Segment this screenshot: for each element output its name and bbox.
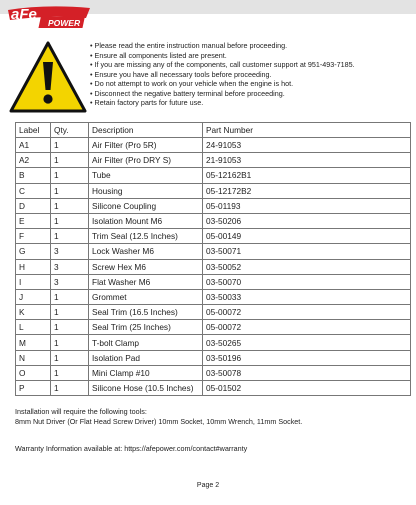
- cell-part-number: 05-12172B2: [203, 183, 411, 198]
- cell-qty: 3: [51, 259, 89, 274]
- cell-description: Lock Washer M6: [89, 244, 203, 259]
- cell-part-number: 03-50033: [203, 289, 411, 304]
- cell-description: Silicone Coupling: [89, 198, 203, 213]
- cell-description: Isolation Pad: [89, 350, 203, 365]
- table-row: [16, 365, 411, 380]
- cell-description: Isolation Mount M6: [89, 213, 203, 228]
- cell-part-number: 05-00149: [203, 229, 411, 244]
- cell-qty: 1: [51, 365, 89, 380]
- logo-text: aFe: [11, 6, 37, 23]
- cell-qty: 1: [51, 138, 89, 153]
- cell-label: G: [16, 244, 51, 259]
- note-item: • Ensure you have all necessary tools before proceeding.: [90, 70, 355, 80]
- note-item: • Retain factory parts for future use.: [90, 98, 355, 108]
- cell-qty: 1: [51, 335, 89, 350]
- note-item: • Disconnect the negative battery terminal before proceeding.: [90, 89, 355, 99]
- cell-label: K: [16, 305, 51, 320]
- table-row: [16, 153, 411, 168]
- cell-part-number: 05-12162B1: [203, 168, 411, 183]
- cell-qty: 1: [51, 153, 89, 168]
- afe-power-logo: [6, 2, 92, 36]
- page-number: Page 2: [196, 482, 220, 489]
- cell-label: B: [16, 168, 51, 183]
- cell-part-number: 05-00072: [203, 320, 411, 335]
- cell-description: Silicone Hose (10.5 Inches): [89, 381, 203, 396]
- cell-qty: 1: [51, 350, 89, 365]
- cell-description: T-bolt Clamp: [89, 335, 203, 350]
- cell-label: F: [16, 229, 51, 244]
- cell-part-number: 21-91053: [203, 153, 411, 168]
- cell-part-number: 03-50071: [203, 244, 411, 259]
- cell-label: E: [16, 213, 51, 228]
- cell-description: Trim Seal (12.5 Inches): [89, 229, 203, 244]
- cell-part-number: 05-00072: [203, 305, 411, 320]
- table-row: [16, 274, 411, 289]
- cell-label: L: [16, 320, 51, 335]
- safety-notes-list: [90, 41, 355, 108]
- table-row: [16, 305, 411, 320]
- note-item: • Please read the entire instruction manual before proceeding.: [90, 41, 355, 51]
- cell-qty: 3: [51, 244, 89, 259]
- cell-description: Grommet: [89, 289, 203, 304]
- table-header-row: [16, 123, 411, 138]
- cell-description: Seal Trim (16.5 Inches): [89, 305, 203, 320]
- cell-qty: 1: [51, 381, 89, 396]
- header-part-number: Part Number: [203, 123, 411, 138]
- cell-description: Mini Clamp #10: [89, 365, 203, 380]
- cell-part-number: 03-50196: [203, 350, 411, 365]
- cell-description: Seal Trim (25 Inches): [89, 320, 203, 335]
- cell-qty: 1: [51, 198, 89, 213]
- cell-description: Tube: [89, 168, 203, 183]
- cell-label: A1: [16, 138, 51, 153]
- cell-description: Housing: [89, 183, 203, 198]
- cell-description: Flat Washer M6: [89, 274, 203, 289]
- table-row: [16, 138, 411, 153]
- cell-qty: 3: [51, 274, 89, 289]
- table-row: [16, 320, 411, 335]
- cell-qty: 1: [51, 229, 89, 244]
- table-row: [16, 335, 411, 350]
- cell-label: I: [16, 274, 51, 289]
- table-row: [16, 168, 411, 183]
- table-row: [16, 289, 411, 304]
- header-label: Label: [16, 123, 51, 138]
- table-row: [16, 350, 411, 365]
- cell-part-number: 03-50070: [203, 274, 411, 289]
- table-row: [16, 198, 411, 213]
- table-row: [16, 381, 411, 396]
- cell-label: M: [16, 335, 51, 350]
- cell-part-number: 05-01193: [203, 198, 411, 213]
- cell-qty: 1: [51, 289, 89, 304]
- cell-description: Screw Hex M6: [89, 259, 203, 274]
- note-item: • Do not attempt to work on your vehicle when the engine is hot.: [90, 79, 355, 89]
- table-row: [16, 259, 411, 274]
- cell-qty: 1: [51, 305, 89, 320]
- cell-label: D: [16, 198, 51, 213]
- note-item: • If you are missing any of the components, call customer support at 951-493-7185.: [90, 60, 355, 70]
- cell-label: J: [16, 289, 51, 304]
- cell-part-number: 03-50078: [203, 365, 411, 380]
- table-row: [16, 244, 411, 259]
- cell-qty: 1: [51, 213, 89, 228]
- tools-list: 8mm Nut Driver (Or Flat Head Screw Driver) 10mm Socket, 10mm Wrench, 11mm Socket.: [15, 417, 303, 426]
- note-item: • Ensure all components listed are present.: [90, 51, 355, 61]
- cell-part-number: 03-50265: [203, 335, 411, 350]
- header-qty: Qty.: [51, 123, 89, 138]
- table-row: [16, 183, 411, 198]
- cell-part-number: 05-01502: [203, 381, 411, 396]
- cell-description: Air Filter (Pro 5R): [89, 138, 203, 153]
- cell-description: Air Filter (Pro DRY S): [89, 153, 203, 168]
- table-row: [16, 229, 411, 244]
- header-description: Description: [89, 123, 203, 138]
- cell-part-number: 03-50206: [203, 213, 411, 228]
- logo-subtext: POWER: [48, 18, 81, 28]
- cell-part-number: 24-91053: [203, 138, 411, 153]
- table-row: [16, 213, 411, 228]
- warning-triangle-icon: [8, 40, 88, 114]
- cell-label: H: [16, 259, 51, 274]
- cell-label: N: [16, 350, 51, 365]
- cell-qty: 1: [51, 168, 89, 183]
- parts-table: [15, 122, 411, 396]
- cell-qty: 1: [51, 320, 89, 335]
- tools-heading: Installation will require the following tools:: [15, 407, 147, 416]
- warranty-info: Warranty Information available at: https://afepower.com/contact#warranty: [15, 444, 248, 453]
- cell-label: A2: [16, 153, 51, 168]
- cell-part-number: 03-50052: [203, 259, 411, 274]
- cell-label: P: [16, 381, 51, 396]
- cell-label: O: [16, 365, 51, 380]
- cell-qty: 1: [51, 183, 89, 198]
- cell-label: C: [16, 183, 51, 198]
